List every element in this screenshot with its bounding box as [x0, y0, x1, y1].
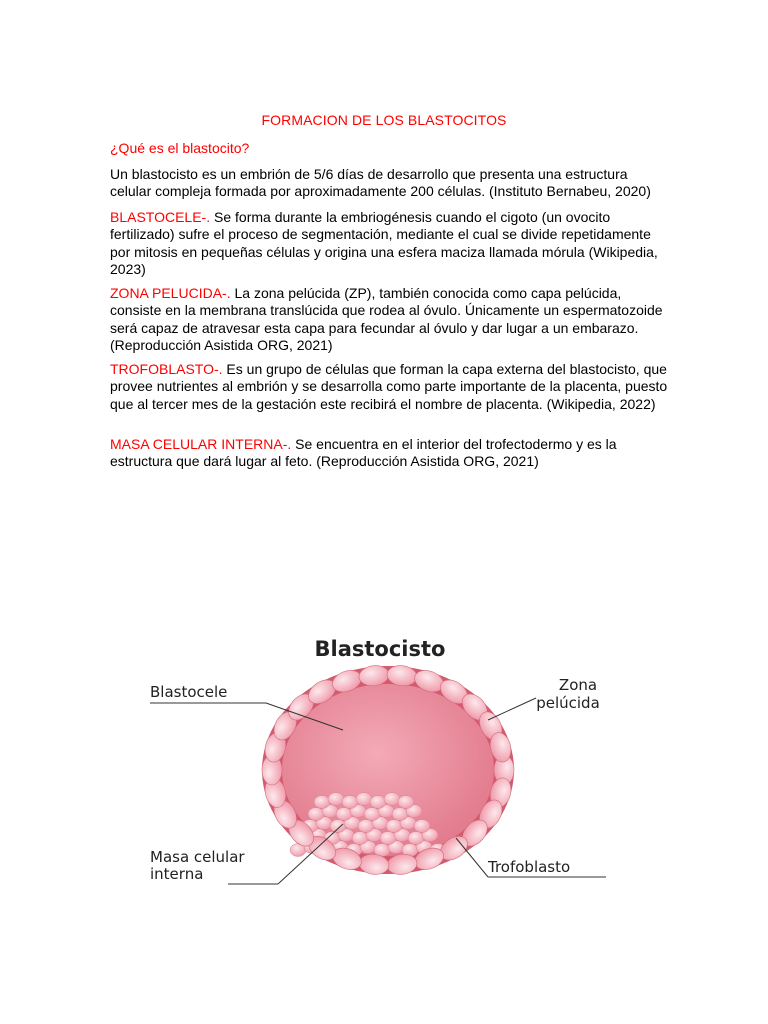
question-heading: ¿Qué es el blastocito? — [110, 140, 250, 156]
inner-mass-cell — [408, 832, 424, 845]
inner-mass-cell — [386, 820, 402, 833]
inner-mass-cell — [384, 793, 400, 806]
document-title: FORMACION DE LOS BLASTOCITOS — [261, 112, 507, 128]
section-term: MASA CELULAR INTERNA-. — [110, 436, 292, 452]
inner-mass-cell — [358, 820, 374, 833]
label-masa-line1: Masa celular — [150, 848, 245, 866]
blastocyst-diagram — [138, 628, 622, 888]
inner-mass-cell — [414, 820, 430, 833]
label-zona-line1: Zona — [558, 676, 598, 694]
inner-mass-cell — [330, 820, 346, 833]
inner-mass-cell — [314, 796, 330, 809]
section-zona-pelucida — [110, 285, 670, 354]
section-trofoblasto — [110, 361, 670, 413]
section-term: BLASTOCELE-. — [110, 209, 211, 225]
blastocyst-figure — [138, 628, 622, 888]
inner-mass-cell — [392, 808, 408, 821]
inner-mass-cell — [308, 808, 324, 821]
section-masa-celular — [110, 436, 670, 471]
label-zona-line2: pelúcida — [536, 694, 600, 712]
inner-mass-cell — [342, 796, 358, 809]
section-term: ZONA PELUCIDA-. — [110, 285, 231, 301]
section-text: Se forma durante la embriogénesis cuando el cigoto (un ovocito fertilizado) sufre el proceso de segmentación, mediante el cual se divide repetidamente por mitosis en pequeñas células y origina una esfera maciza llamada mórula (Wikipedia, 2023) — [110, 209, 658, 277]
inner-mass-cell — [328, 793, 344, 806]
label-masa-line2: interna — [150, 865, 204, 883]
section-blastocele — [110, 209, 670, 278]
leader-line — [488, 698, 536, 720]
inner-mass-cell — [380, 832, 396, 845]
inner-mass-cell — [398, 796, 414, 809]
inner-mass-cell — [356, 793, 372, 806]
section-text: Es un grupo de células que forman la capa externa del blastocisto, que provee nutrientes al embrión y se desarrolla como parte importante de la placenta, puesto que al tercer mes de la gestación este recibirá el nombre de placenta. (Wikipedia, 2022) — [110, 361, 668, 412]
label-trofoblasto: Trofoblasto — [488, 858, 571, 876]
inner-mass-cell — [336, 808, 352, 821]
section-text: La zona pelúcida (ZP), también conocida como capa pelúcida, consiste en la membrana translúcida que rodea al óvulo. Únicamente un espermatozoide será capaz de atravesar esta capa para fecundar al óvulo y dar lugar a un embarazo. (Reproducción Asistida ORG, 2021) — [110, 285, 663, 353]
inner-mass-cell — [364, 808, 380, 821]
section-text: Se encuentra en el interior del trofectodermo y es la estructura que dará lugar al feto. (Reproducción Asistida ORG, 2021) — [110, 436, 617, 470]
figure-title: Blastocisto — [314, 637, 446, 661]
intro-paragraph: Un blastocisto es un embrión de 5/6 días de desarrollo que presenta una estructura celular compleja formada por aproximadamente 200 células. (Instituto Bernabeu, 2020) — [110, 166, 651, 200]
inner-mass-cell — [352, 832, 368, 845]
label-blastocele: Blastocele — [150, 683, 228, 701]
section-term: TROFOBLASTO-. — [110, 361, 223, 377]
inner-mass-cell — [370, 796, 386, 809]
